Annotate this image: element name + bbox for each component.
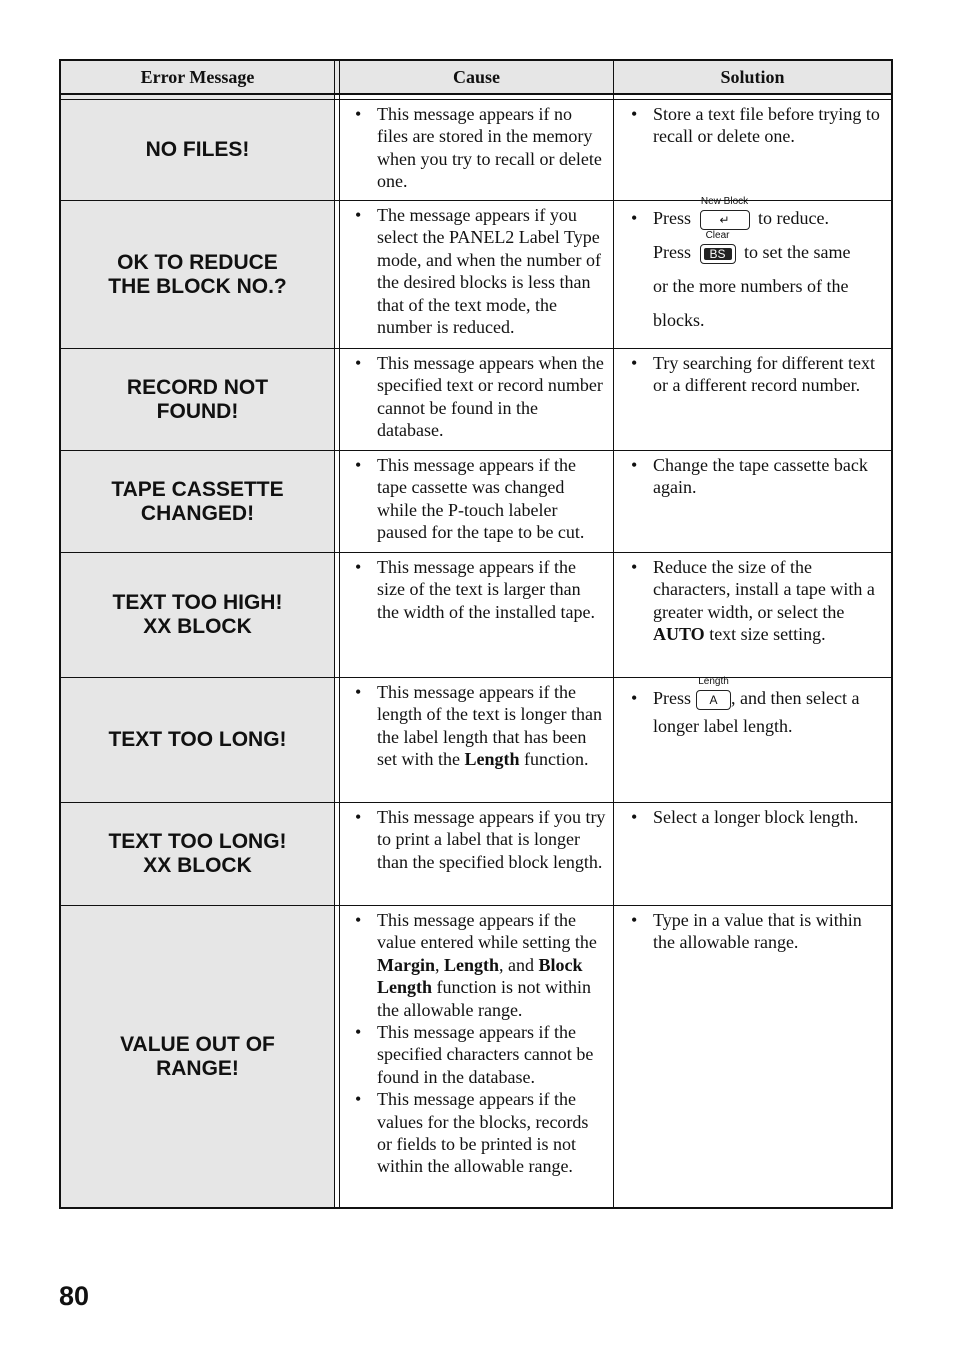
table-row xyxy=(61,99,891,200)
cause-item: • The message appears if you select the PANEL2 Label Type mode, and when the number of the desired blocks is less than that of the text mode, the number is reduced. xyxy=(352,204,607,338)
length-key-icon: Length A xyxy=(696,690,731,710)
cause-item: • This message appears when the specified text or record number cannot be found in the database. xyxy=(352,352,607,442)
error-table xyxy=(59,59,893,1209)
new-block-key-icon: New Block ↵ xyxy=(700,210,750,230)
error-message: OK TO REDUCE THE BLOCK NO.? xyxy=(108,250,287,298)
cause-item: • This message appears if the specified characters cannot be found in the database. xyxy=(352,1021,607,1088)
header-cause: Cause xyxy=(340,61,614,93)
solution-item: • Press New Block ↵ to reduce. Press Clear BS to set the same or the more numbers of the blocks. xyxy=(628,201,885,337)
table-row xyxy=(61,195,891,348)
header-solution: Solution xyxy=(614,61,891,93)
header-error-message: Error Message xyxy=(61,61,335,93)
cause-item: • This message appears if the length of the text is longer than the label length that has been set with the Length function. xyxy=(352,681,607,771)
error-message: TAPE CASSETTE CHANGED! xyxy=(111,477,284,525)
solution-item: • Type in a value that is within the allowable range. xyxy=(628,909,885,954)
cause-item: • This message appears if the value entered while setting the Margin, Length, and Block Length function is not within the allowable range. xyxy=(352,909,607,1021)
cause-item: • This message appears if no files are stored in the memory when you try to recall or delete one. xyxy=(352,103,607,193)
backspace-key-icon: Clear BS xyxy=(700,244,736,264)
table-row xyxy=(61,802,891,905)
solution-item: • Store a text file before trying to recall or delete one. xyxy=(628,103,885,148)
cause-item: • This message appears if the size of the text is larger than the width of the installed tape. xyxy=(352,556,607,623)
table-header-row xyxy=(61,61,891,94)
solution-item: • Select a longer block length. xyxy=(628,806,885,828)
error-message: TEXT TOO HIGH! XX BLOCK xyxy=(112,591,283,638)
table-row xyxy=(61,348,891,450)
cause-item: • This message appears if the values for the blocks, records or fields to be printed is not within the allowable range. xyxy=(352,1088,607,1178)
page-number: 80 xyxy=(59,1281,90,1311)
error-message: TEXT TOO LONG! XX BLOCK xyxy=(108,830,287,877)
solution-item: • Reduce the size of the characters, install a tape with a greater width, or select the AUTO text size setting. xyxy=(628,556,885,646)
table-row xyxy=(61,450,891,552)
table-row xyxy=(61,677,891,802)
error-message: TEXT TOO LONG! xyxy=(108,728,287,751)
solution-item: • Press Length A , and then select a longer label length. xyxy=(628,684,885,740)
error-message: VALUE OUT OF RANGE! xyxy=(120,1032,275,1080)
solution-item: • Try searching for different text or a different record number. xyxy=(628,352,885,397)
table-row xyxy=(61,552,891,677)
solution-item: • Change the tape cassette back again. xyxy=(628,454,885,499)
cause-item: • This message appears if you try to print a label that is longer than the specified block length. xyxy=(352,806,607,873)
table-row xyxy=(61,905,891,1207)
cause-item: • This message appears if the tape cassette was changed while the P-touch labeler paused for the tape to be cut. xyxy=(352,454,607,544)
error-message: RECORD NOT FOUND! xyxy=(126,375,269,423)
error-message: NO FILES! xyxy=(145,138,250,161)
